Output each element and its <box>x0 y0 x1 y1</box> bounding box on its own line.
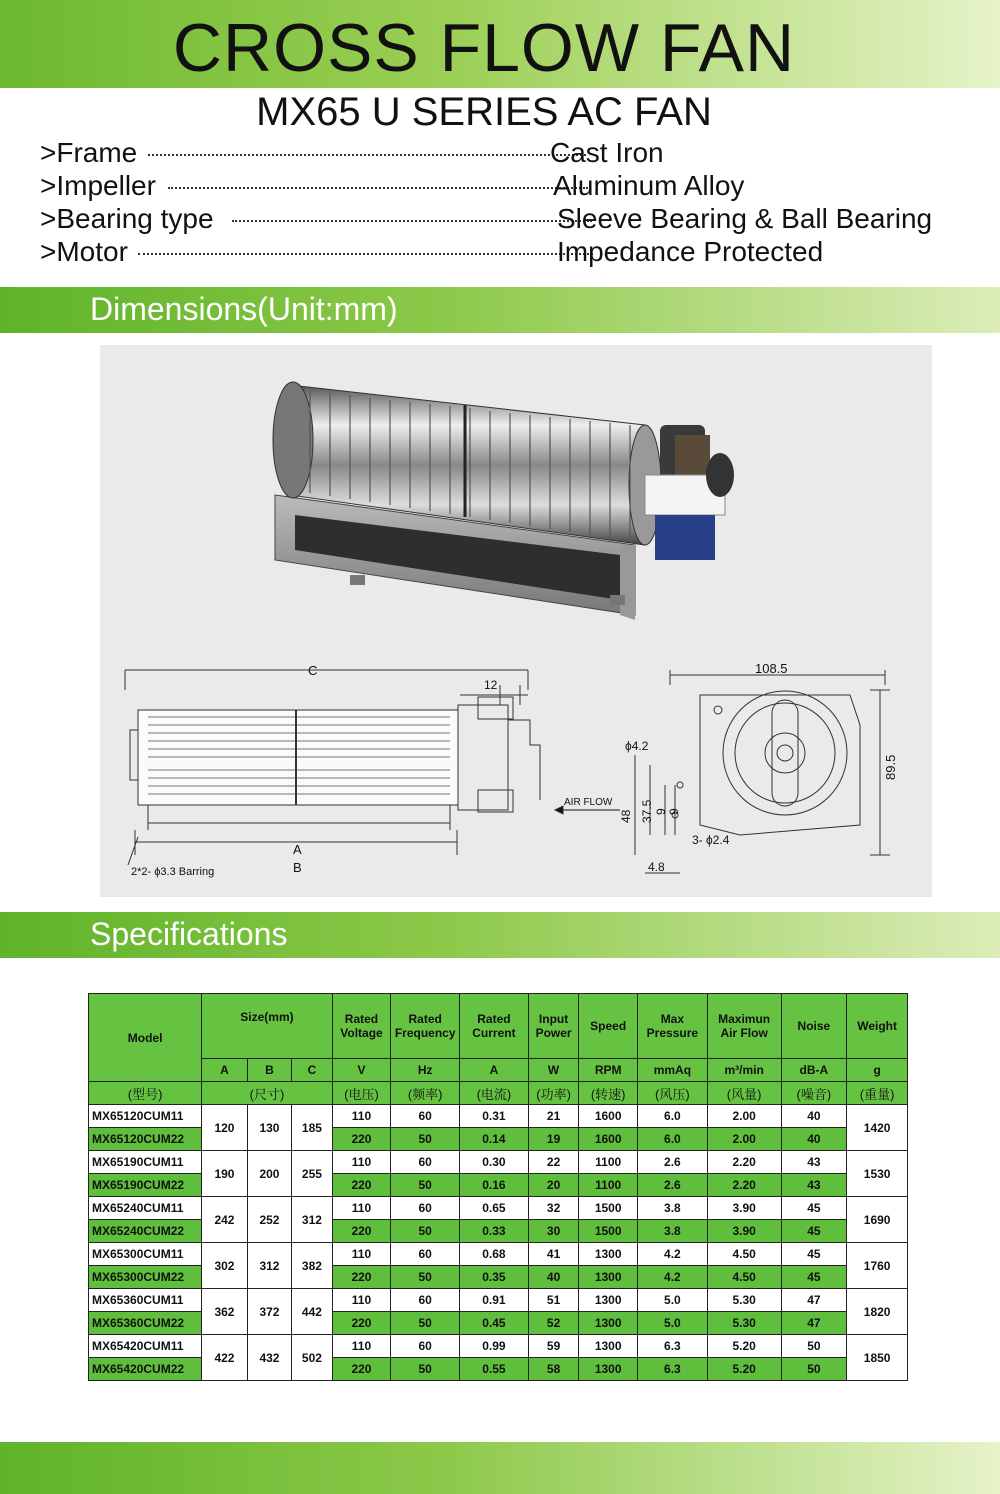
noise-cell: 43 <box>781 1174 847 1197</box>
hz-cell: 60 <box>391 1197 460 1220</box>
rpm-cell: 1300 <box>579 1289 638 1312</box>
airflow-label: AIR FLOW <box>564 797 613 808</box>
col-airflow: Maximun Air Flow <box>707 994 781 1059</box>
v-cell: 220 <box>332 1128 391 1151</box>
dimensions-drawing <box>100 345 932 897</box>
noise-cell: 45 <box>781 1266 847 1289</box>
size-b-cell: 200 <box>247 1151 291 1197</box>
section-title: Specifications <box>90 916 288 952</box>
v-cell: 110 <box>332 1197 391 1220</box>
v-cell: 110 <box>332 1243 391 1266</box>
rpm-cell: 1600 <box>579 1105 638 1128</box>
dot-leader <box>148 137 586 156</box>
cn-cell: (重量) <box>847 1082 908 1105</box>
table-row <box>89 1151 908 1174</box>
unit-cell: C <box>292 1059 332 1082</box>
dim-375-label: 37.5 <box>640 799 654 823</box>
feature-key: >Impeller <box>40 170 156 201</box>
amp-cell: 0.14 <box>460 1128 529 1151</box>
mmaq-cell: 2.6 <box>637 1151 707 1174</box>
v-cell: 220 <box>332 1358 391 1381</box>
v-cell: 110 <box>332 1105 391 1128</box>
dim-c-label: C <box>308 663 318 678</box>
feature-value: Sleeve Bearing & Ball Bearing <box>557 203 933 234</box>
weight-cell: 1820 <box>847 1289 908 1335</box>
size-b-cell: 312 <box>247 1243 291 1289</box>
flow-cell: 2.20 <box>707 1151 781 1174</box>
mmaq-cell: 5.0 <box>637 1312 707 1335</box>
rpm-cell: 1100 <box>579 1151 638 1174</box>
col-voltage: Rated Voltage <box>332 994 391 1059</box>
flow-cell: 2.00 <box>707 1128 781 1151</box>
dimensions-panel <box>100 345 932 897</box>
unit-cell: A <box>202 1059 247 1082</box>
amp-cell: 0.31 <box>460 1105 529 1128</box>
page-subtitle: MX65 U SERIES AC FAN <box>256 90 712 134</box>
size-b-cell: 432 <box>247 1335 291 1381</box>
model-cell: MX65360CUM11 <box>89 1289 202 1312</box>
model-cell: MX65300CUM11 <box>89 1243 202 1266</box>
size-b-cell: 372 <box>247 1289 291 1335</box>
unit-cell: m³/min <box>707 1059 781 1082</box>
cn-cell: (型号) <box>89 1082 202 1105</box>
dim-9b-label: 9 <box>667 808 681 815</box>
header-row <box>89 994 908 1059</box>
amp-cell: 0.33 <box>460 1220 529 1243</box>
unit-cell: RPM <box>579 1059 638 1082</box>
feature-value: Impedance Protected <box>557 236 824 267</box>
w-cell: 20 <box>528 1174 579 1197</box>
model-cell: MX65240CUM22 <box>89 1220 202 1243</box>
size-c-cell: 442 <box>292 1289 332 1335</box>
units-row <box>89 1059 908 1082</box>
amp-cell: 0.16 <box>460 1174 529 1197</box>
noise-cell: 43 <box>781 1151 847 1174</box>
hz-cell: 60 <box>391 1151 460 1174</box>
model-cell: MX65300CUM22 <box>89 1266 202 1289</box>
size-c-cell: 502 <box>292 1335 332 1381</box>
model-cell: MX65190CUM11 <box>89 1151 202 1174</box>
col-noise: Noise <box>781 994 847 1059</box>
cn-cell: (风量) <box>707 1082 781 1105</box>
rpm-cell: 1300 <box>579 1243 638 1266</box>
hz-cell: 50 <box>391 1266 460 1289</box>
flow-cell: 5.30 <box>707 1312 781 1335</box>
weight-cell: 1760 <box>847 1243 908 1289</box>
feature-motor <box>40 236 824 268</box>
size-b-cell: 252 <box>247 1197 291 1243</box>
dot-leader <box>168 170 588 189</box>
noise-cell: 40 <box>781 1128 847 1151</box>
noise-cell: 47 <box>781 1312 847 1335</box>
chinese-label-row <box>89 1082 908 1105</box>
feature-key: >Bearing type <box>40 203 214 234</box>
amp-cell: 0.35 <box>460 1266 529 1289</box>
weight-cell: 1530 <box>847 1151 908 1197</box>
mmaq-cell: 3.8 <box>637 1220 707 1243</box>
col-pressure: Max Pressure <box>637 994 707 1059</box>
noise-cell: 45 <box>781 1243 847 1266</box>
model-cell: MX65420CUM22 <box>89 1358 202 1381</box>
size-c-cell: 255 <box>292 1151 332 1197</box>
unit-cell: mmAq <box>637 1059 707 1082</box>
w-cell: 30 <box>528 1220 579 1243</box>
mmaq-cell: 6.3 <box>637 1358 707 1381</box>
amp-cell: 0.91 <box>460 1289 529 1312</box>
col-current: Rated Current <box>460 994 529 1059</box>
w-cell: 52 <box>528 1312 579 1335</box>
dim-48-label: 48 <box>619 809 633 823</box>
mmaq-cell: 2.6 <box>637 1174 707 1197</box>
hz-cell: 60 <box>391 1289 460 1312</box>
cn-cell: (风压) <box>637 1082 707 1105</box>
v-cell: 110 <box>332 1335 391 1358</box>
dim-12-label: 12 <box>484 678 498 692</box>
hz-cell: 50 <box>391 1174 460 1197</box>
w-cell: 40 <box>528 1266 579 1289</box>
flow-cell: 4.50 <box>707 1266 781 1289</box>
col-weight: Weight <box>847 994 908 1059</box>
flow-cell: 5.30 <box>707 1289 781 1312</box>
unit-cell: A <box>460 1059 529 1082</box>
hz-cell: 50 <box>391 1358 460 1381</box>
model-cell: MX65420CUM11 <box>89 1335 202 1358</box>
dim-48b-label: 4.8 <box>648 860 665 874</box>
col-frequency: Rated Frequency <box>391 994 460 1059</box>
rpm-cell: 1500 <box>579 1197 638 1220</box>
noise-cell: 50 <box>781 1358 847 1381</box>
cn-cell: (功率) <box>528 1082 579 1105</box>
specifications-section-header <box>0 912 1000 958</box>
unit-cell: Hz <box>391 1059 460 1082</box>
noise-cell: 45 <box>781 1197 847 1220</box>
size-a-cell: 120 <box>202 1105 247 1151</box>
w-cell: 22 <box>528 1151 579 1174</box>
phi-42-label: ϕ4.2 <box>625 739 649 753</box>
w-cell: 41 <box>528 1243 579 1266</box>
table-row <box>89 1335 908 1358</box>
footer-band <box>0 1442 1000 1494</box>
unit-cell: W <box>528 1059 579 1082</box>
rpm-cell: 1300 <box>579 1266 638 1289</box>
cn-cell: (噪音) <box>781 1082 847 1105</box>
mmaq-cell: 6.3 <box>637 1335 707 1358</box>
noise-cell: 50 <box>781 1335 847 1358</box>
cn-cell: (电流) <box>460 1082 529 1105</box>
flow-cell: 3.90 <box>707 1220 781 1243</box>
feature-key: >Frame <box>40 137 138 168</box>
dim-a-label: A <box>293 842 302 857</box>
mmaq-cell: 6.0 <box>637 1128 707 1151</box>
feature-frame <box>40 137 664 169</box>
unit-cell: B <box>247 1059 291 1082</box>
v-cell: 220 <box>332 1174 391 1197</box>
size-b-cell: 130 <box>247 1105 291 1151</box>
dimensions-section-header <box>0 287 1000 333</box>
unit-cell: dB-A <box>781 1059 847 1082</box>
mmaq-cell: 3.8 <box>637 1197 707 1220</box>
amp-cell: 0.65 <box>460 1197 529 1220</box>
weight-cell: 1850 <box>847 1335 908 1381</box>
rpm-cell: 1500 <box>579 1220 638 1243</box>
unit-cell: g <box>847 1059 908 1082</box>
feature-impeller <box>40 170 745 202</box>
mmaq-cell: 6.0 <box>637 1105 707 1128</box>
flow-cell: 5.20 <box>707 1358 781 1381</box>
cn-cell: (电压) <box>332 1082 391 1105</box>
size-a-cell: 302 <box>202 1243 247 1289</box>
col-speed: Speed <box>579 994 638 1059</box>
col-size: Size(mm) <box>202 994 332 1059</box>
v-cell: 220 <box>332 1220 391 1243</box>
feature-value: Cast Iron <box>550 137 664 168</box>
page-title: CROSS FLOW FAN <box>172 10 796 86</box>
cn-cell: (频率) <box>391 1082 460 1105</box>
size-a-cell: 242 <box>202 1197 247 1243</box>
spec-body <box>89 1105 908 1381</box>
table-row <box>89 1289 908 1312</box>
flow-cell: 2.00 <box>707 1105 781 1128</box>
feature-key: >Motor <box>40 236 128 267</box>
feature-bearing <box>40 203 933 235</box>
size-c-cell: 185 <box>292 1105 332 1151</box>
model-cell: MX65120CUM11 <box>89 1105 202 1128</box>
dot-leader <box>232 203 592 222</box>
hz-cell: 60 <box>391 1335 460 1358</box>
flow-cell: 4.50 <box>707 1243 781 1266</box>
size-a-cell: 190 <box>202 1151 247 1197</box>
model-cell: MX65360CUM22 <box>89 1312 202 1335</box>
cn-cell: (尺寸) <box>202 1082 332 1105</box>
size-a-cell: 422 <box>202 1335 247 1381</box>
model-cell: MX65120CUM22 <box>89 1128 202 1151</box>
w-cell: 51 <box>528 1289 579 1312</box>
size-c-cell: 312 <box>292 1197 332 1243</box>
rpm-cell: 1300 <box>579 1358 638 1381</box>
amp-cell: 0.99 <box>460 1335 529 1358</box>
hz-cell: 50 <box>391 1128 460 1151</box>
dim-9a-label: 9 <box>654 808 668 815</box>
feature-value: Aluminum Alloy <box>553 170 745 201</box>
holes-label: 3- ϕ2.4 <box>692 833 730 847</box>
model-cell: MX65190CUM22 <box>89 1174 202 1197</box>
hz-cell: 60 <box>391 1105 460 1128</box>
col-model: Model <box>89 994 202 1082</box>
w-cell: 19 <box>528 1128 579 1151</box>
v-cell: 220 <box>332 1266 391 1289</box>
table-row <box>89 1243 908 1266</box>
w-cell: 59 <box>528 1335 579 1358</box>
size-c-cell: 382 <box>292 1243 332 1289</box>
v-cell: 220 <box>332 1312 391 1335</box>
noise-cell: 45 <box>781 1220 847 1243</box>
fan-photo <box>273 382 734 620</box>
hz-cell: 50 <box>391 1220 460 1243</box>
w-cell: 32 <box>528 1197 579 1220</box>
section-title: Dimensions(Unit:mm) <box>90 291 398 327</box>
dot-leader <box>138 236 593 255</box>
w-cell: 58 <box>528 1358 579 1381</box>
rpm-cell: 1100 <box>579 1174 638 1197</box>
model-cell: MX65240CUM11 <box>89 1197 202 1220</box>
col-power: Input Power <box>528 994 579 1059</box>
table-row <box>89 1105 908 1128</box>
v-cell: 110 <box>332 1151 391 1174</box>
flow-cell: 3.90 <box>707 1197 781 1220</box>
rpm-cell: 1600 <box>579 1128 638 1151</box>
mmaq-cell: 4.2 <box>637 1243 707 1266</box>
amp-cell: 0.45 <box>460 1312 529 1335</box>
weight-cell: 1690 <box>847 1197 908 1243</box>
hz-cell: 50 <box>391 1312 460 1335</box>
spec-table <box>88 993 908 1381</box>
flow-cell: 5.20 <box>707 1335 781 1358</box>
dim-108-label: 108.5 <box>755 661 788 676</box>
w-cell: 21 <box>528 1105 579 1128</box>
size-a-cell: 362 <box>202 1289 247 1335</box>
dim-89-label: 89.5 <box>883 754 898 780</box>
noise-cell: 40 <box>781 1105 847 1128</box>
mmaq-cell: 4.2 <box>637 1266 707 1289</box>
rpm-cell: 1300 <box>579 1335 638 1358</box>
barring-label: 2*2- ϕ3.3 Barring <box>131 866 215 878</box>
amp-cell: 0.68 <box>460 1243 529 1266</box>
table-row <box>89 1197 908 1220</box>
dim-b-label: B <box>293 860 302 875</box>
flow-cell: 2.20 <box>707 1174 781 1197</box>
amp-cell: 0.55 <box>460 1358 529 1381</box>
cn-cell: (转速) <box>579 1082 638 1105</box>
v-cell: 110 <box>332 1289 391 1312</box>
unit-cell: V <box>332 1059 391 1082</box>
side-view-drawing <box>125 670 540 865</box>
rpm-cell: 1300 <box>579 1312 638 1335</box>
noise-cell: 47 <box>781 1289 847 1312</box>
mmaq-cell: 5.0 <box>637 1289 707 1312</box>
amp-cell: 0.30 <box>460 1151 529 1174</box>
hz-cell: 60 <box>391 1243 460 1266</box>
weight-cell: 1420 <box>847 1105 908 1151</box>
